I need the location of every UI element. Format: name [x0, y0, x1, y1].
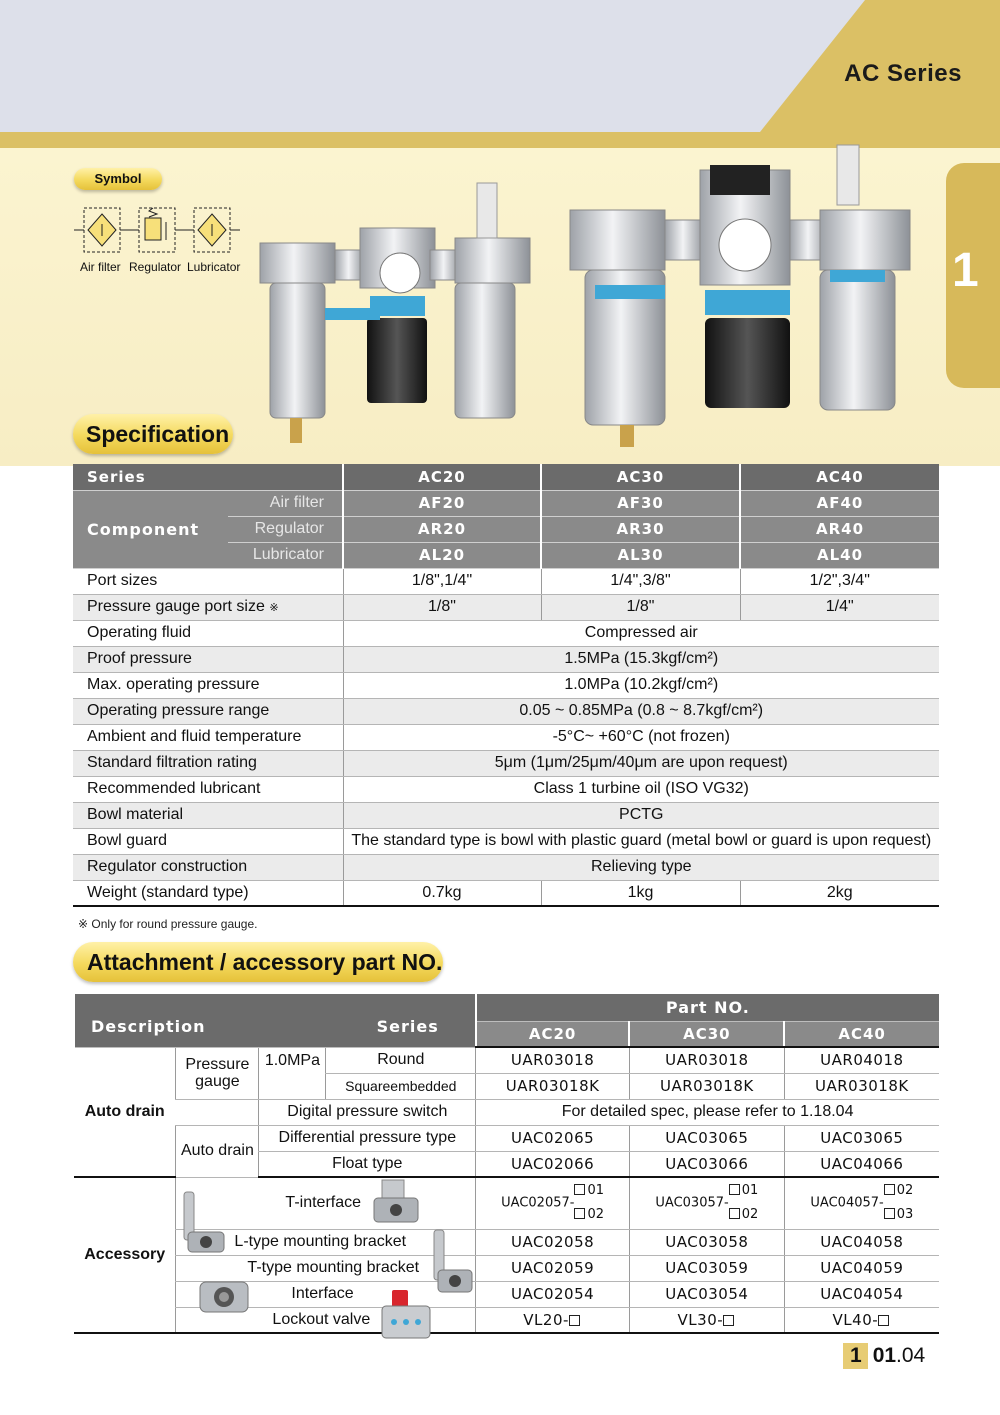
description-header: Description [91, 1017, 206, 1036]
table-cell: 1.5MPa (15.3kgf/cm²) [343, 646, 939, 672]
symbol-label-regulator: Regulator [129, 260, 182, 274]
row-label: Proof pressure [73, 646, 343, 672]
air-filter-label: Air filter [228, 490, 343, 516]
table-cell: UAC02058 [476, 1229, 630, 1255]
row-label: Squareembedded [326, 1073, 476, 1099]
t-bracket-image [180, 1190, 228, 1260]
table-cell [476, 1307, 630, 1333]
table-cell: UAR03018K [476, 1073, 630, 1099]
frl-unit-small-image [255, 178, 535, 448]
model-ac40: AC40 [740, 464, 939, 490]
row-label: Differential pressure type [259, 1125, 476, 1151]
table-row [73, 802, 939, 828]
row-label [73, 594, 343, 620]
table-row [73, 880, 939, 906]
table-row [73, 750, 939, 776]
table-cell: UAC04066 [784, 1151, 939, 1177]
spec-footnote: ※ Only for round pressure gauge. [78, 917, 258, 931]
part-header-row [74, 994, 939, 1021]
part-base: UAC03057- [655, 1195, 729, 1211]
table-cell: UAR03018 [476, 1047, 630, 1073]
auto-drain-sub-label: Auto drain [176, 1125, 259, 1177]
interface-image [196, 1278, 252, 1320]
part-no-header: Part NO. [476, 994, 939, 1021]
option-code: 02 [587, 1207, 605, 1223]
row-label: Standard filtration rating [73, 750, 343, 776]
specification-table [73, 464, 939, 907]
model-ac20: AC20 [476, 1021, 630, 1047]
table-cell: 0.7kg [343, 880, 541, 906]
table-cell [476, 1177, 630, 1229]
table-cell: UAC02066 [476, 1151, 630, 1177]
row-label: Operating pressure range [73, 698, 343, 724]
spec-header-row [73, 464, 939, 490]
option-code: 01 [587, 1183, 605, 1199]
table-cell: PCTG [343, 802, 939, 828]
table-cell: UAC03065 [629, 1125, 784, 1151]
series-header: Series [376, 1017, 439, 1036]
table-cell: AF40 [740, 490, 939, 516]
air-filter-row [73, 490, 939, 516]
model-ac30: AC30 [629, 1021, 784, 1047]
table-row [73, 594, 939, 620]
row-label: T-interface [176, 1177, 476, 1229]
row-label: Interface [176, 1281, 476, 1307]
row-label: Regulator construction [73, 854, 343, 880]
table-cell [629, 1177, 784, 1229]
option-code: 02 [896, 1183, 914, 1199]
symbol-badge: Symbol [74, 168, 162, 190]
chapter-box: 1 [843, 1343, 868, 1369]
table-cell [784, 1177, 939, 1229]
table-row [73, 646, 939, 672]
table-cell: -5°C~ +60°C (not frozen) [343, 724, 939, 750]
table-row [73, 854, 939, 880]
table-cell: 1kg [541, 880, 740, 906]
row-label: Lockout valve [176, 1307, 476, 1333]
lubricator-label: Lubricator [228, 542, 343, 568]
t-interface-image [368, 1178, 423, 1228]
part-base: VL20- [523, 1310, 569, 1329]
table-row [73, 724, 939, 750]
row-label: Operating fluid [73, 620, 343, 646]
row-label: Ambient and fluid temperature [73, 724, 343, 750]
table-cell: Compressed air [343, 620, 939, 646]
row-label: Max. operating pressure [73, 672, 343, 698]
table-cell: AR30 [541, 516, 740, 542]
table-cell: UAC03058 [629, 1229, 784, 1255]
row-label: Recommended lubricant [73, 776, 343, 802]
page-number [843, 1343, 925, 1369]
option-code: 03 [896, 1207, 914, 1223]
table-cell: 1/4",3/8" [541, 568, 740, 594]
attachment-heading: Attachment / accessory part NO. [73, 942, 443, 982]
row-label: T-type mounting bracket [176, 1255, 476, 1281]
part-base: UAC02057- [501, 1195, 575, 1211]
table-row [74, 1125, 939, 1151]
table-cell: 1.0MPa (10.2kgf/cm²) [343, 672, 939, 698]
table-row [73, 672, 939, 698]
footnote-mark: ※ [269, 602, 279, 614]
table-row [73, 620, 939, 646]
series-header: Series [73, 464, 343, 490]
row-label: Bowl material [73, 802, 343, 828]
table-row [74, 1047, 939, 1073]
chapter-number: 1 [952, 244, 979, 297]
table-cell: UAR03018 [629, 1047, 784, 1073]
row-label-text: Pressure gauge port size [87, 598, 265, 615]
table-cell: UAC04054 [784, 1281, 939, 1307]
table-cell: UAC02065 [476, 1125, 630, 1151]
option-code: 02 [741, 1207, 759, 1223]
table-cell [784, 1307, 939, 1333]
model-ac40: AC40 [784, 1021, 939, 1047]
lockout-valve-image [378, 1288, 434, 1342]
table-cell: 5μm (1μm/25μm/40μm are upon request) [343, 750, 939, 776]
table-row [73, 828, 939, 854]
table-cell: 1/2",3/4" [740, 568, 939, 594]
table-cell: AL20 [343, 542, 541, 568]
row-label: Bowl guard [73, 828, 343, 854]
auto-drain-group: Auto drain [74, 1047, 176, 1177]
table-cell [629, 1307, 784, 1333]
table-cell: UAC03054 [629, 1281, 784, 1307]
table-cell: Relieving type [343, 854, 939, 880]
frl-unit-large-image [565, 140, 915, 450]
page-number-suffix: .04 [896, 1344, 926, 1367]
table-cell: UAR03018K [629, 1073, 784, 1099]
table-cell: AR20 [343, 516, 541, 542]
table-cell: AL40 [740, 542, 939, 568]
model-ac20: AC20 [343, 464, 541, 490]
part-base: UAC04057- [810, 1195, 884, 1211]
pneumatic-symbols [74, 200, 244, 280]
table-cell: UAR04018 [784, 1047, 939, 1073]
table-cell: UAC03066 [629, 1151, 784, 1177]
row-label: Port sizes [73, 568, 343, 594]
symbol-label-lubricator: Lubricator [187, 260, 241, 274]
row-label: Weight (standard type) [73, 880, 343, 906]
pressure-gauge-label: Pressure gauge [176, 1047, 259, 1099]
mpa-label: 1.0MPa [259, 1047, 326, 1099]
table-cell: UAC03065 [784, 1125, 939, 1151]
table-cell: 1/8" [541, 594, 740, 620]
accessory-group: Accessory [74, 1177, 176, 1333]
component-header: Component [73, 490, 228, 568]
table-cell: AL30 [541, 542, 740, 568]
table-row [74, 1099, 939, 1125]
table-cell: UAC02054 [476, 1281, 630, 1307]
table-cell: UAC02059 [476, 1255, 630, 1281]
regulator-label: Regulator [228, 516, 343, 542]
table-cell: 0.05 ~ 0.85MPa (0.8 ~ 8.7kgf/cm²) [343, 698, 939, 724]
table-cell: The standard type is bowl with plastic guard (metal bowl or guard is upon request) [343, 828, 939, 854]
table-row [73, 698, 939, 724]
table-row [73, 776, 939, 802]
part-base: VL40- [832, 1310, 879, 1329]
symbol-diagram-icon [74, 200, 244, 258]
description-series-header [74, 994, 476, 1047]
option-code: 01 [741, 1183, 759, 1199]
row-label: Round [326, 1047, 476, 1073]
page-number-main: 01 [872, 1344, 897, 1367]
table-cell: For detailed spec, please refer to 1.18.04 [476, 1099, 939, 1125]
table-cell: AR40 [740, 516, 939, 542]
table-cell: UAR03018K [784, 1073, 939, 1099]
table-cell: 1/8",1/4" [343, 568, 541, 594]
specification-heading: Specification [73, 414, 233, 454]
table-cell: UAC03059 [629, 1255, 784, 1281]
row-label: Float type [259, 1151, 476, 1177]
part-base: VL30- [677, 1310, 724, 1329]
table-cell: 1/8" [343, 594, 541, 620]
table-row [73, 568, 939, 594]
table-cell: UAC04059 [784, 1255, 939, 1281]
table-cell: Class 1 turbine oil (ISO VG32) [343, 776, 939, 802]
l-bracket-image [430, 1228, 475, 1303]
chapter-tab [946, 163, 1000, 388]
table-cell: AF30 [541, 490, 740, 516]
table-cell: AF20 [343, 490, 541, 516]
table-cell: 1/4" [740, 594, 939, 620]
table-cell: 2kg [740, 880, 939, 906]
symbol-label-filter: Air filter [80, 260, 121, 274]
series-title: AC Series [844, 60, 962, 87]
row-label: L-type mounting bracket [176, 1229, 476, 1255]
row-label: Digital pressure switch [259, 1099, 476, 1125]
table-cell: UAC04058 [784, 1229, 939, 1255]
model-ac30: AC30 [541, 464, 740, 490]
